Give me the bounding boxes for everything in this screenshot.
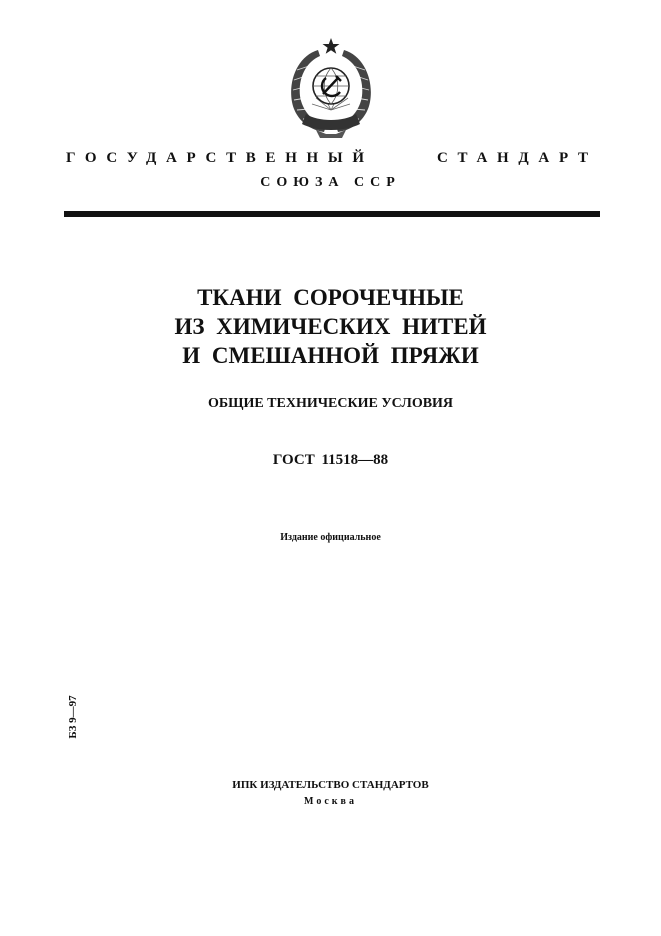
publisher-city: Москва — [304, 796, 357, 807]
ussr-state-emblem-icon — [282, 36, 380, 140]
header-union-ussr: СОЮЗА ССР — [260, 175, 401, 190]
document-header-line1 — [0, 150, 661, 174]
side-code-text: БЗ 9—97 — [67, 695, 79, 739]
header-divider — [64, 211, 600, 217]
edition-note: Издание официальное — [280, 532, 381, 543]
title-line-2: ИЗ ХИМИЧЕСКИХ НИТЕЙ — [174, 314, 487, 339]
document-subtitle: ОБЩИЕ ТЕХНИЧЕСКИЕ УСЛОВИЯ — [207, 396, 454, 411]
standard-number: ГОСТ 11518—88 — [272, 452, 389, 468]
header-word-state: ГОСУДАРСТВЕННЫЙ — [66, 150, 374, 166]
document-title — [0, 283, 661, 370]
publisher-name: ИПК ИЗДАТЕЛЬСТВО СТАНДАРТОВ — [232, 779, 429, 791]
side-code — [66, 692, 80, 742]
title-line-1: ТКАНИ СОРОЧЕЧНЫЕ — [197, 285, 464, 310]
title-line-3: И СМЕШАННОЙ ПРЯЖИ — [182, 343, 479, 368]
header-word-standard: СТАНДАРТ — [437, 150, 598, 166]
